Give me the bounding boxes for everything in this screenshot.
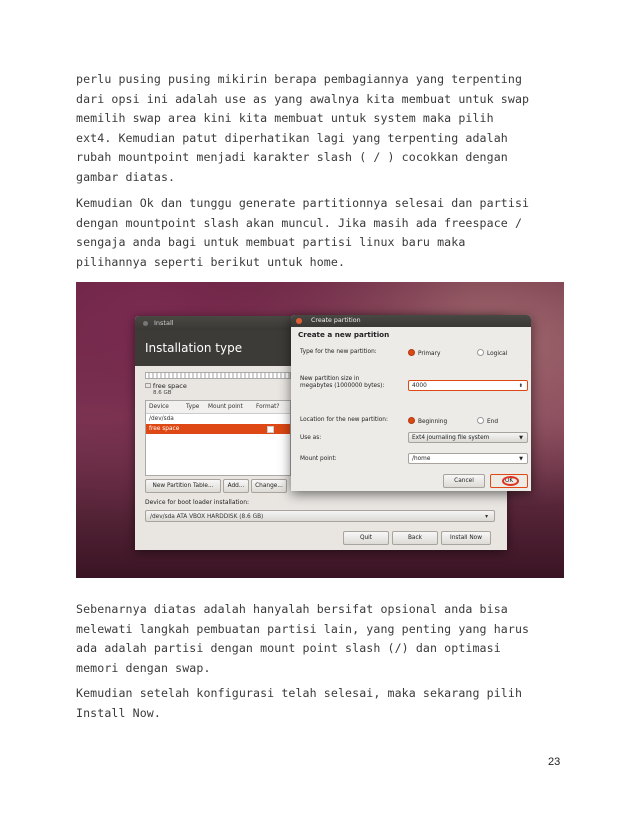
use-as-value: Ext4 journaling file system	[412, 435, 490, 441]
col-device: Device	[149, 404, 169, 410]
format-checkbox[interactable]	[267, 426, 274, 433]
paragraph-4: Kemudian setelah konfigurasi telah selesai, maka sekarang pilih Install Now.	[76, 686, 523, 720]
boot-loader-label: Device for boot loader installation:	[145, 499, 250, 506]
dialog-close-icon[interactable]	[296, 318, 302, 324]
col-mount-point: Mount point	[208, 404, 243, 410]
paragraph-2: Kemudian Ok dan tunggu generate partitionnya selesai dan partisi dengan mountpoint slash akan muncul. Jika masih ada freespace / sengaja anda bagi untuk membuat partisi linux baru maka pilihannya seperti berikut untuk home.	[76, 196, 530, 269]
mount-point-value: /home	[412, 456, 431, 462]
col-type: Type	[186, 404, 200, 410]
cancel-button[interactable]: Cancel	[443, 474, 485, 488]
paragraph-1: perlu pusing pusing mikirin berapa pembagiannya yang terpenting dari opsi ini adalah use as yang awalnya kita membuat untuk swap memilih swap area kini kita membuat untuk system maka pilih ext4. Kemudian patut diperhatikan lagi yang terpenting adalah rubah mountpoint menjadi karakter slash ( / ) cocokkan dengan gambar diatas.	[76, 72, 530, 184]
back-button[interactable]: Back	[392, 531, 438, 545]
boot-loader-select[interactable]	[145, 510, 495, 522]
chevron-down-icon[interactable]: ▼	[519, 456, 523, 462]
partition-size-label: New partition size in megabytes (1000000 bytes):	[300, 376, 385, 389]
radio-unselected-icon	[477, 417, 484, 424]
radio-beginning-label: Beginning	[418, 419, 448, 425]
disk-usage-bar	[145, 372, 291, 379]
boot-loader-value: /dev/sda ATA VBOX HARDDISK (8.6 GB)	[150, 514, 264, 520]
radio-primary[interactable]	[408, 349, 440, 357]
install-now-button[interactable]: Install Now	[441, 531, 491, 545]
use-as-select[interactable]	[408, 432, 528, 443]
chevron-down-icon: ▼	[519, 435, 523, 441]
mount-point-label: Mount point:	[300, 456, 337, 462]
table-row[interactable]: /dev/sda	[149, 416, 174, 422]
partition-size-value: 4000	[412, 383, 427, 389]
add-partition-button[interactable]: Add...	[223, 479, 249, 493]
partition-table-header	[146, 401, 290, 414]
free-space-legend: ☐ free space	[145, 382, 187, 390]
location-label: Location for the new partition:	[300, 417, 388, 423]
spinner-icon[interactable]: ⬍	[518, 383, 523, 389]
new-partition-table-button[interactable]: New Partition Table...	[145, 479, 221, 493]
create-partition-dialog	[291, 315, 531, 491]
radio-end-label: End	[487, 419, 499, 425]
partition-size-input[interactable]	[408, 380, 528, 391]
quit-button[interactable]: Quit	[343, 531, 389, 545]
installer-heading: Installation type	[135, 330, 507, 366]
radio-logical[interactable]	[477, 349, 507, 357]
radio-end[interactable]	[477, 417, 498, 425]
partition-type-label: Type for the new partition:	[300, 349, 377, 355]
ok-highlight-circle	[502, 476, 519, 486]
radio-beginning[interactable]	[408, 417, 447, 425]
radio-primary-label: Primary	[418, 351, 441, 357]
partition-table	[145, 400, 291, 476]
paragraph-3: Sebenarnya diatas adalah hanyalah bersifat opsional anda bisa melewati langkah pembuatan partisi lain, yang penting yang harus ada adalah partisi dengan mount point slash (/) dan optimasi memori dengan swap.	[76, 602, 530, 675]
installer-window-title: Install	[154, 319, 174, 327]
chevron-down-icon: ▾	[485, 514, 488, 520]
radio-logical-label: Logical	[487, 351, 508, 357]
page-number: 23	[548, 756, 561, 768]
installer-screenshot	[76, 282, 564, 578]
radio-selected-icon	[408, 417, 415, 424]
free-space-size: 8.6 GB	[153, 390, 172, 396]
table-row-selected[interactable]	[146, 424, 290, 434]
ok-button[interactable]: OK	[490, 474, 528, 488]
col-format: Format?	[256, 404, 280, 410]
table-row-label: free space	[149, 426, 180, 432]
dialog-heading: Create a new partition	[298, 330, 390, 339]
window-close-icon	[143, 321, 148, 326]
radio-selected-icon	[408, 349, 415, 356]
change-partition-button[interactable]: Change...	[251, 479, 287, 493]
free-space-label: free space	[152, 382, 187, 390]
dialog-titlebar	[291, 315, 531, 327]
radio-unselected-icon	[477, 349, 484, 356]
mount-point-combo[interactable]	[408, 453, 528, 464]
use-as-label: Use as:	[300, 435, 322, 441]
dialog-title: Create partition	[311, 317, 361, 324]
